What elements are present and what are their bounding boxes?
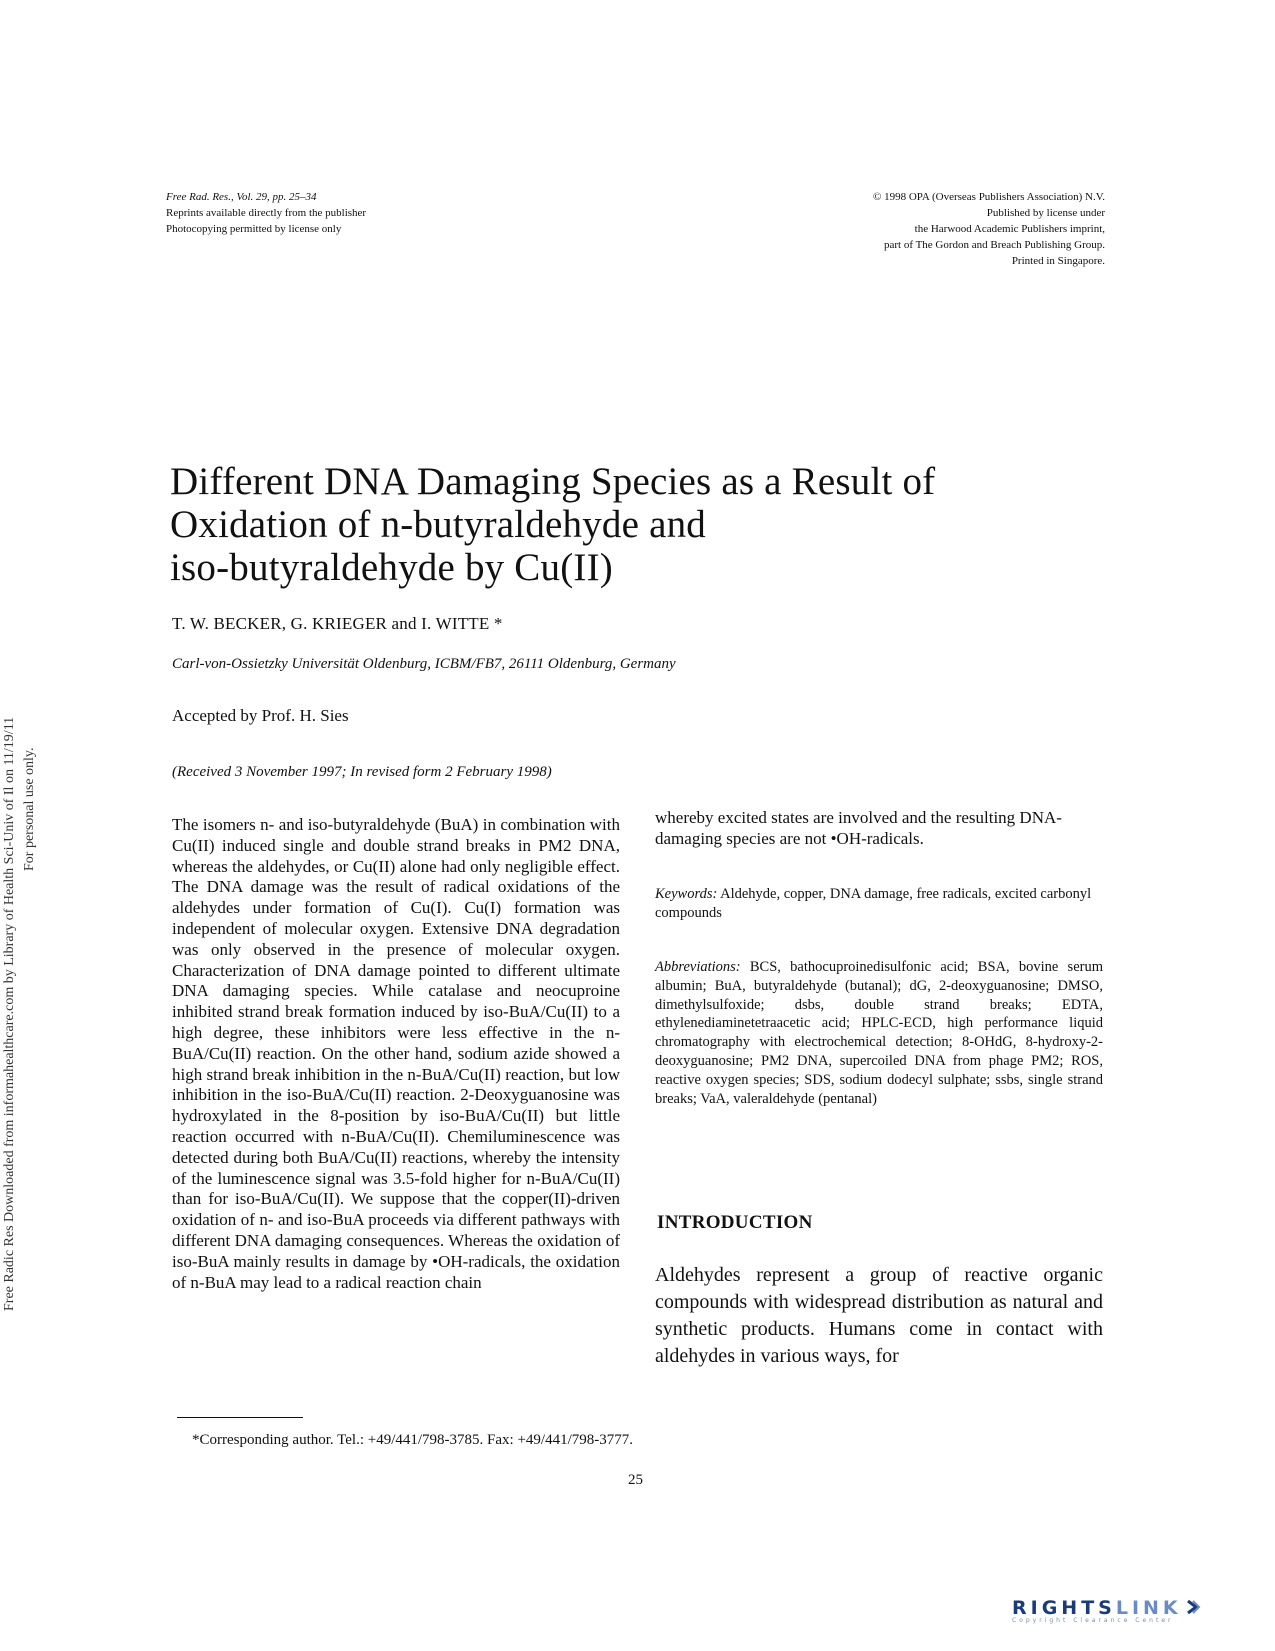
chevron-icon <box>1184 1598 1202 1616</box>
article-title <box>170 460 1090 589</box>
logo-text-dark: RIGHTS <box>1012 1597 1116 1619</box>
abstract-continued: whereby excited states are involved and the resulting DNA-damaging species are not •OH-radicals. <box>655 808 1062 848</box>
copyright-line: Published by license under <box>986 207 1105 219</box>
logo-subtitle: Copyright Clearance Center <box>1012 1617 1174 1624</box>
rightslink-logo[interactable] <box>1012 1597 1242 1633</box>
citation-line: Reprints available directly from the publisher <box>166 207 367 219</box>
title-line-3: iso-butyraldehyde by Cu(II) <box>170 546 613 589</box>
title-line-1: Different DNA Damaging Species as a Result of <box>170 460 936 503</box>
abstract-text: The isomers n- and iso-butyraldehyde (BuA) in combination with Cu(II) induced single and double strand breaks in PM2 DNA, whereas the aldehydes, or Cu(II) alone had only negligible effect. The DNA damage was the result of radical oxidations of the aldehydes under formation of Cu(I). Cu(I) formation was independent of molecular oxygen. Extensive DNA degradation was only observed in the presence of molecular oxygen. Characterization of DNA damage pointed to different ultimate DNA damaging species. While catalase and neocuproine inhibited strand break formation induced by iso-BuA/Cu(II) to a high degree, these inhibitors were less effective in the n-BuA/Cu(II) reaction. On the other hand, sodium azide showed a high strand break inhibition in the n-BuA/Cu(II) reaction, but low inhibition in the iso-BuA/Cu(II) reaction. 2-Deoxyguanosine was hydroxylated in the 8-position by iso-BuA/Cu(II) but little reaction occurred with n-BuA/Cu(II). Chemiluminescence was detected during both BuA/Cu(II) reactions, whereby the intensity of the luminescence signal was 3.5-fold higher for n-BuA/Cu(II) than for iso-BuA/Cu(II). We suppose that the copper(II)-driven oxidation of n- and iso-BuA proceeds via different pathways with different DNA damaging consequences. Whereas the oxidation of iso-BuA mainly results in damage by •OH-radicals, the oxidation of n-BuA may lead to a radical reaction chain <box>172 815 620 1292</box>
download-watermark <box>0 0 40 1651</box>
copyright-line: part of The Gordon and Breach Publishing Group. <box>884 239 1105 251</box>
accepted-by: Accepted by Prof. H. Sies <box>172 706 349 725</box>
received-dates: (Received 3 November 1997; In revised form 2 February 1998) <box>172 764 552 780</box>
citation-line: Free Rad. Res., Vol. 29, pp. 25–34 <box>166 191 317 203</box>
abbreviations <box>655 958 1103 1108</box>
copyright-notice <box>725 189 1105 269</box>
corresponding-author-footnote: *Corresponding author. Tel.: +49/441/798-3785. Fax: +49/441/798-3777. <box>192 1432 633 1448</box>
keywords-list: Aldehyde, copper, DNA damage, free radicals, excited carbonyl compounds <box>655 886 1092 921</box>
copyright-line: Printed in Singapore. <box>1011 255 1105 267</box>
copyright-line: the Harwood Academic Publishers imprint, <box>914 223 1105 235</box>
section-heading-introduction: INTRODUCTION <box>657 1212 813 1233</box>
watermark-line-1: Free Radic Res Downloaded from informahealthcare.com by Library of Health Sci-Univ of Il on 11/19/11 <box>2 716 17 1311</box>
abbreviations-label: Abbreviations: <box>655 959 741 975</box>
logo-text-light: LINK <box>1115 1597 1182 1619</box>
keywords-label: Keywords: <box>655 886 718 902</box>
abbreviations-list: BCS, bathocuproinedisulfonic acid; BSA, bovine serum albumin; BuA, butyraldehyde (butanal); dG, 2-deoxyguanosine; DMSO, dimethylsulfoxide; dsbs, double strand breaks; EDTA, ethylenediaminetetraacetic acid; HPLC-ECD, high performance liquid chromatography with electrochemical detection; 8-OHdG, 8-hydroxy-2-deoxyguanosine; PM2 DNA, supercoiled DNA from phage PM2; ROS, reactive oxygen species; SDS, sodium dodecyl sulphate; ssbs, single strand breaks; VaA, valeraldehyde (pentanal) <box>655 959 1103 1107</box>
rightslink-wordmark <box>1012 1597 1242 1619</box>
affiliation: Carl-von-Ossietzky Universität Oldenburg, ICBM/FB7, 26111 Oldenburg, Germany <box>172 656 676 672</box>
page-number: 25 <box>628 1472 643 1488</box>
watermark-line-2: For personal use only. <box>22 747 37 871</box>
copyright-line: © 1998 OPA (Overseas Publishers Association) N.V. <box>872 191 1105 203</box>
journal-citation <box>166 189 366 237</box>
footnote-divider <box>177 1417 303 1418</box>
keywords <box>655 885 1103 923</box>
title-line-2: Oxidation of n-butyraldehyde and <box>170 503 707 546</box>
authors: T. W. BECKER, G. KRIEGER and I. WITTE * <box>172 614 503 633</box>
introduction-text: Aldehydes represent a group of reactive organic compounds with widespread distribution as natural and synthetic products. Humans come in contact with aldehydes in various ways, for <box>655 1264 1103 1367</box>
citation-line: Photocopying permitted by license only <box>166 223 342 235</box>
